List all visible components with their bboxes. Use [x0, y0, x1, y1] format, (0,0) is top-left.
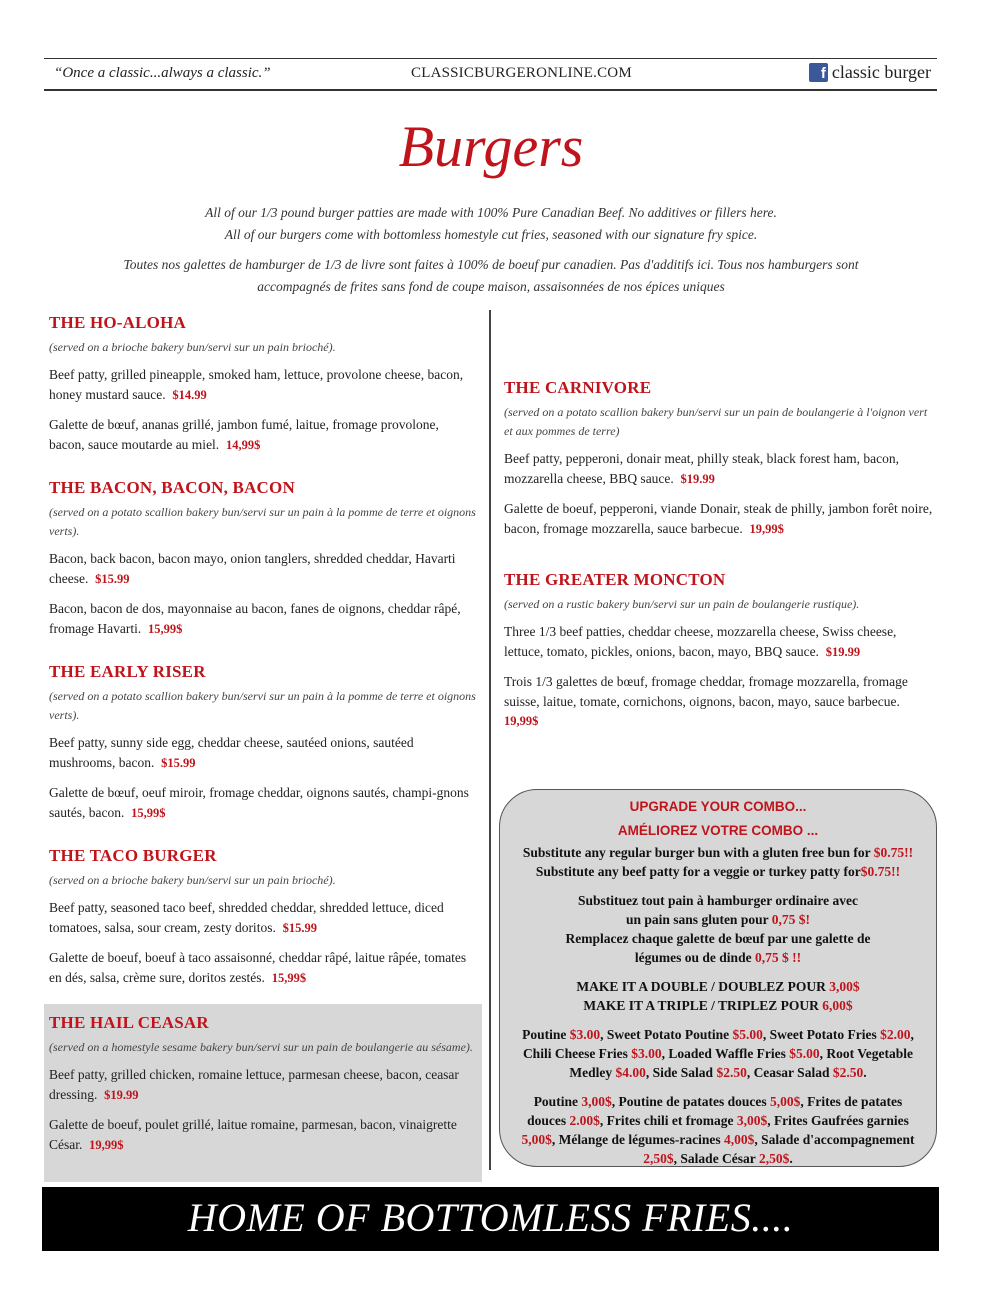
website-link[interactable]: CLASSICBURGERONLINE.COM [411, 65, 632, 81]
bun-note: (served on a potato scallion bakery bun/servi sur un pain à la pomme de terre et oignons verts). [49, 505, 476, 538]
description-en: Beef patty, seasoned taco beef, shredded cheddar, shredded lettuce, diced tomatoes, salsa, sour cream, zesty doritos. $15.99 [49, 900, 444, 935]
burger-name: THE TACO BURGER [49, 846, 217, 865]
facebook-icon: f [809, 63, 828, 82]
bun-note: (served on a brioche bakery bun/servi sur un pain brioché). [49, 340, 336, 354]
intro-fr-line1: Toutes nos galettes de hamburger de 1/3 de livre sont faites à 100% de boeuf pur canadien. Pas d'additifs ici. Tous nos hamburgers sont [123, 257, 859, 272]
combo-gluten-free-fr-2: un pain sans gluten pour 0,75 $! [626, 912, 810, 927]
price-en: $19.99 [104, 1087, 139, 1102]
combo-sides-en: Poutine $3.00, Sweet Potato Poutine $5.00, Sweet Potato Fries $2.00, Chili Cheese Fries $3.00, Loaded Waffle Fries $5.00, Root Vegetable Medley $4.00, Side Salad $2.50, Ceasar Salad $2.50. [522, 1027, 914, 1080]
combo-title-en: UPGRADE YOUR COMBO... [629, 799, 807, 814]
price-fr: 15,99$ [271, 970, 307, 985]
menu-item [49, 477, 477, 639]
menu-item [49, 661, 477, 823]
burger-name: THE BACON, BACON, BACON [49, 478, 295, 497]
bun-note: (served on a potato scallion bakery bun/servi sur un pain de boulangerie à l'oignon vert et aux pommes de terre) [504, 405, 928, 438]
intro-french [60, 254, 922, 298]
intro-en-line1: All of our 1/3 pound burger patties are made with 100% Pure Canadian Beef. No additives or fillers here. [205, 205, 777, 220]
description-en: Three 1/3 beef patties, cheddar cheese, mozzarella cheese, Swiss cheese, lettuce, tomato, pickles, onions, bacon, mayo, BBQ sauce. $19.99 [504, 624, 897, 659]
price-fr: 15,99$ [147, 621, 183, 636]
description-en: Beef patty, sunny side egg, cheddar cheese, sautéed onions, sautéed mushrooms, bacon. $15.99 [49, 735, 414, 770]
right-column [504, 377, 936, 754]
description-fr: Bacon, bacon de dos, mayonnaise au bacon, fanes de oignons, cheddar râpé, fromage Havarti. 15,99$ [49, 601, 461, 636]
price-en: $15.99 [161, 755, 196, 770]
description-fr: Trois 1/3 galettes de bœuf, fromage cheddar, fromage mozzarella, fromage suisse, laitue, tomate, cornichons, oignons, bacon, mayo, sauce barbecue. 19,99$ [504, 674, 908, 728]
description-fr: Galette de bœuf, oeuf miroir, fromage cheddar, oignons sautés, champi-gnons sautés, bacon. 15,99$ [49, 785, 469, 820]
footer-banner: HOME OF BOTTOMLESS FRIES.... [42, 1187, 939, 1251]
description-fr: Galette de boeuf, poulet grillé, laitue romaine, parmesan, bacon, vinaigrette César. 19,99$ [49, 1117, 457, 1152]
burger-name: THE HAIL CEASAR [49, 1013, 209, 1032]
bun-note: (served on a rustic bakery bun/servi sur un pain de boulangerie rustique). [504, 597, 860, 611]
combo-title-fr: AMÉLIOREZ VOTRE COMBO ... [617, 823, 819, 838]
menu-item [49, 312, 477, 455]
price-fr: 19,99$ [504, 714, 539, 728]
description-fr: Galette de boeuf, pepperoni, viande Donair, steak de philly, jambon forêt noire, bacon, fromage mozzarella, sauce barbecue. 19,99$ [504, 501, 933, 536]
left-column [49, 312, 477, 1010]
intro-english [60, 202, 922, 246]
facebook-link[interactable] [809, 62, 931, 83]
combo-veggie-patty-fr-2: légumes ou de dinde 0,75 $ !! [634, 950, 802, 965]
combo-veggie-patty-en: Substitute any beef patty for a veggie or turkey patty for$0.75!! [535, 864, 901, 879]
description-en: Bacon, back bacon, bacon mayo, onion tanglers, shredded cheddar, Havarti cheese. $15.99 [49, 551, 456, 586]
description-en: Beef patty, grilled pineapple, smoked ham, lettuce, provolone cheese, bacon, honey mustard sauce. $14.99 [49, 367, 464, 402]
bun-note: (served on a homestyle sesame bakery bun/servi sur un pain de boulangerie au sésame). [49, 1040, 473, 1054]
menu-item [49, 845, 477, 988]
price-en: $15.99 [95, 571, 130, 586]
description-fr: Galette de boeuf, boeuf à taco assaisonné, cheddar râpé, laitue râpée, tomates en dés, salsa, crème sure, doritos zestés. 15,99$ [49, 950, 467, 985]
burger-name: THE CARNIVORE [504, 378, 652, 397]
burger-name: THE EARLY RISER [49, 662, 206, 681]
price-en: $19.99 [680, 471, 715, 486]
header-bar [44, 58, 937, 91]
tagline: “Once a classic...always a classic.” [54, 65, 271, 81]
facebook-label: classic burger [831, 62, 931, 82]
price-en: $14.99 [172, 387, 207, 402]
combo-upgrade-box [499, 789, 937, 1167]
intro-en-line2: All of our burgers come with bottomless homestyle cut fries, seasoned with our signature fry spice. [224, 227, 758, 242]
menu-item [504, 377, 936, 539]
description-en: Beef patty, pepperoni, donair meat, philly steak, black forest ham, bacon, mozzarella cheese, BBQ sauce. $19.99 [504, 451, 899, 486]
price-fr: 15,99$ [131, 805, 166, 820]
bun-note: (served on a brioche bakery bun/servi sur un pain brioché). [49, 873, 336, 887]
price-fr: 19,99$ [89, 1137, 124, 1152]
burger-name: THE GREATER MONCTON [504, 570, 726, 589]
combo-veggie-patty-fr-1: Remplacez chaque galette de bœuf par une galette de [565, 931, 871, 946]
price-fr: 14,99$ [225, 437, 261, 452]
combo-sides-fr: Poutine 3,00$, Poutine de patates douces 5,00$, Frites de patates douces 2.00$, Frites chili et fromage 3,00$, Frites Gaufrées garnies 5,00$, Mélange de légumes-racines 4,00$, Salade d'accompagnement 2,50$, Salade César 2,50$. [521, 1094, 915, 1166]
combo-gluten-free-fr-1: Substituez tout pain à hamburger ordinaire avec [577, 893, 858, 908]
price-fr: 19,99$ [749, 521, 784, 536]
intro-fr-line2: accompagnés de frites sans fond de coupe maison, assaisonnées de nos épices uniques [257, 279, 725, 294]
combo-double: MAKE IT A DOUBLE / DOUBLEZ POUR 3,00$ [576, 979, 860, 994]
bun-note: (served on a potato scallion bakery bun/servi sur un pain à la pomme de terre et oignons verts). [49, 689, 476, 722]
combo-gluten-free-en: Substitute any regular burger bun with a gluten free bun for $0.75!! [522, 845, 914, 860]
column-divider [489, 310, 491, 1170]
description-fr: Galette de bœuf, ananas grillé, jambon fumé, laitue, fromage provolone, bacon, sauce moutarde au miel. 14,99$ [49, 417, 439, 452]
burger-name: THE HO-ALOHA [49, 313, 186, 332]
menu-item [49, 1012, 477, 1155]
price-en: $15.99 [282, 920, 317, 935]
page-title: Burgers [398, 114, 584, 179]
combo-triple: MAKE IT A TRIPLE / TRIPLEZ POUR 6,00$ [583, 998, 853, 1013]
menu-item [504, 569, 936, 732]
menu-item-featured [49, 1012, 477, 1177]
description-en: Beef patty, grilled chicken, romaine lettuce, parmesan cheese, bacon, ceasar dressing. $19.99 [49, 1067, 459, 1102]
price-en: $19.99 [825, 644, 861, 659]
